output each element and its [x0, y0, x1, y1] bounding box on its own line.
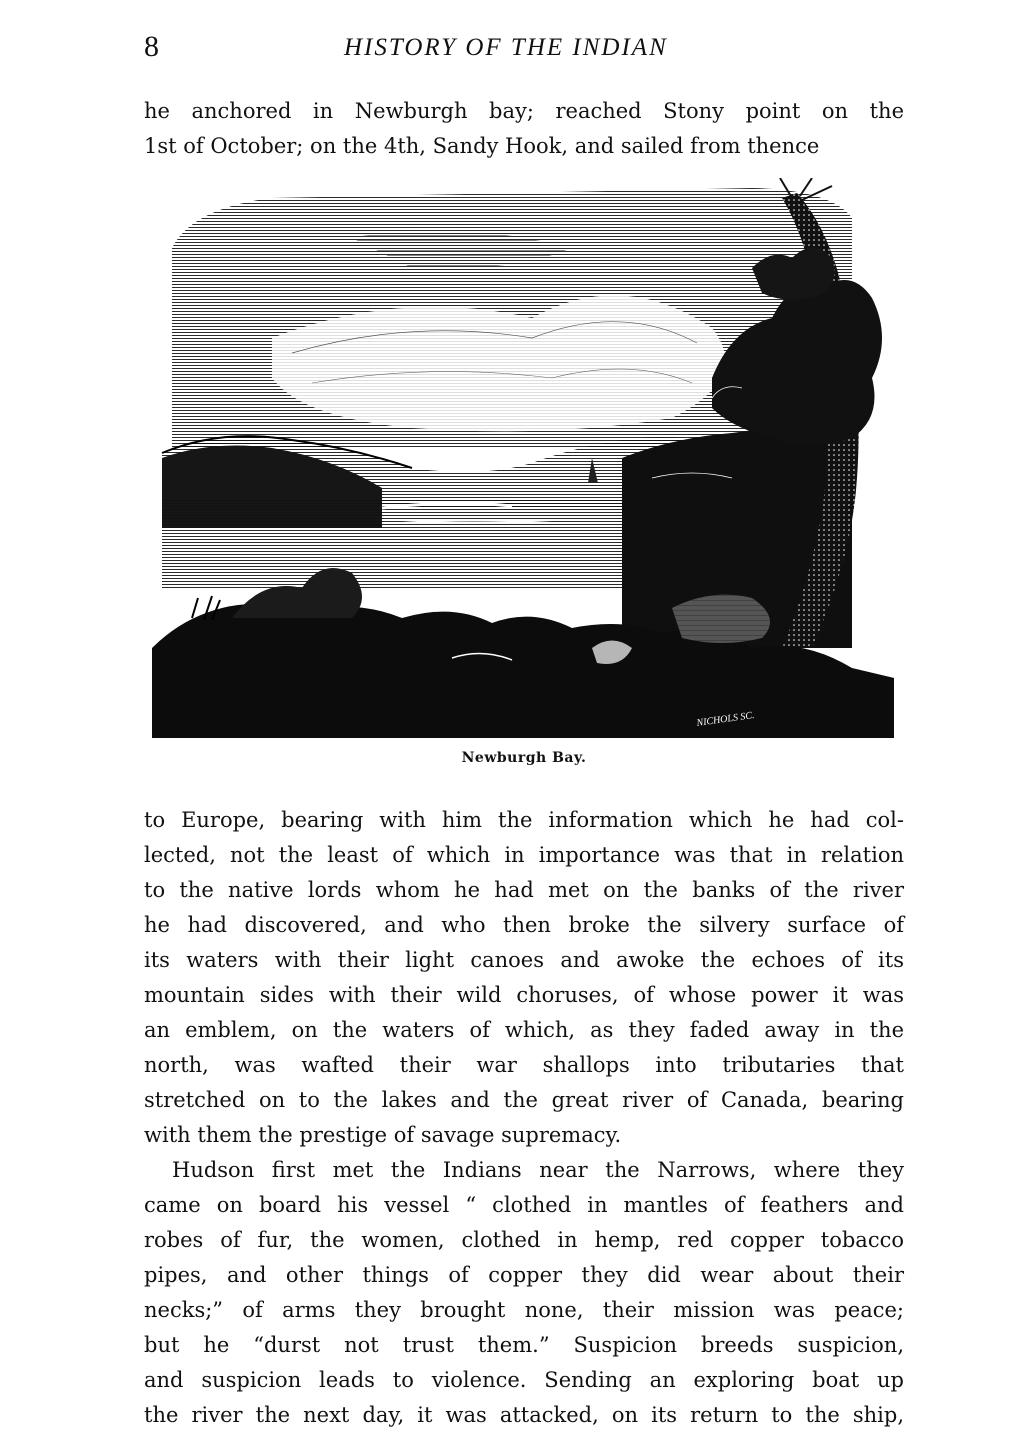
text-line: Hudson first met the Indians near the Narrows, where they — [172, 1158, 904, 1182]
text-line: mountain sides with their wild choruses, of whose power it was — [144, 983, 904, 1007]
page-number: 8 — [144, 30, 159, 63]
text-line: he anchored in Newburgh bay; reached Stony point on the — [144, 99, 904, 123]
text-line: he had discovered, and who then broke the silvery surface of — [144, 913, 904, 937]
running-head: HISTORY OF THE INDIAN — [344, 34, 668, 61]
paragraph-2 — [144, 1153, 904, 1433]
page-header — [144, 30, 904, 70]
text-line: to Europe, bearing with him the information which he had col- — [144, 808, 904, 832]
text-line: robes of fur, the women, clothed in hemp, red copper tobacco — [144, 1228, 904, 1252]
text-line: stretched on to the lakes and the great river of Canada, bearing — [144, 1088, 904, 1112]
text-line: north, was wafted their war shallops into tributaries that — [144, 1053, 904, 1077]
text-line: 1st of October; on the 4th, Sandy Hook, and sailed from thence — [144, 134, 820, 158]
top-text — [144, 94, 904, 164]
text-line: necks;” of arms they brought none, their mission was peace; — [144, 1298, 904, 1322]
text-line: came on board his vessel “ clothed in mantles of feathers and — [144, 1193, 904, 1217]
paragraph-1 — [144, 803, 904, 1153]
text-line: the river the next day, it was attacked, on its return to the ship, — [144, 1403, 904, 1427]
text-line: and suspicion leads to violence. Sending an exploring boat up — [144, 1368, 904, 1392]
text-line: with them the prestige of savage supremacy. — [144, 1123, 622, 1147]
text-line: pipes, and other things of copper they did wear about their — [144, 1263, 904, 1287]
text-line: an emblem, on the waters of which, as they faded away in the — [144, 1018, 904, 1042]
text-line: lected, not the least of which in importance was that in relation — [144, 843, 904, 867]
figure-caption: Newburgh Bay. — [461, 750, 587, 766]
text-line: its waters with their light canoes and awoke the echoes of its — [144, 948, 904, 972]
text-line: but he “durst not trust them.” Suspicion breeds suspicion, — [144, 1333, 904, 1357]
text-line: to the native lords whom he had met on the banks of the river — [144, 878, 904, 902]
newburgh-bay-engraving — [152, 178, 894, 738]
engraver-signature: NICHOLS SC. — [695, 709, 756, 729]
